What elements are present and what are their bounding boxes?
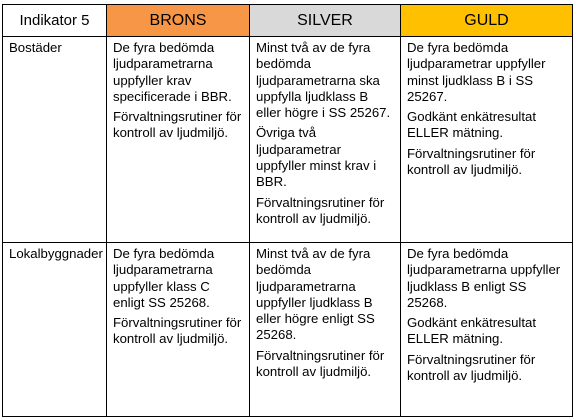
row-label-lokalbyggnader: Lokalbyggnader <box>3 243 107 417</box>
requirement-text: Förvaltningsrutiner för kontroll av ljudmiljö. <box>113 109 242 141</box>
cell-lokal-gold <box>401 243 573 417</box>
requirement-text: Förvaltningsrutiner för kontroll av ljudmiljö. <box>113 315 242 347</box>
cell-bostader-gold <box>401 37 573 243</box>
row-label-bostader: Bostäder <box>3 37 107 243</box>
indicator-table <box>2 4 573 417</box>
requirement-text: De fyra bedömda ljudparametrarna uppfyller ljudklass B enligt SS 25268. <box>407 246 561 310</box>
requirement-text: Minst två av de fyra bedömda ljudparametrarna ska uppfylla ljudklass B eller högre i SS 25267. <box>256 40 391 121</box>
header-bronze: BRONS <box>107 5 250 37</box>
requirement-text: Godkänt enkätresultat ELLER mätning. <box>407 315 537 347</box>
cell-bostader-silver <box>250 37 401 243</box>
requirement-text: De fyra bedömda ljudparametrarna uppfyller krav specificerade i BBR. <box>113 40 232 104</box>
requirement-text: De fyra bedömda ljudparametrarna uppfyller klass C enligt SS 25268. <box>113 246 215 310</box>
header-indicator: Indikator 5 <box>3 5 107 37</box>
header-gold: GULD <box>401 5 573 37</box>
table-header-row <box>3 5 573 37</box>
table-row <box>3 243 573 417</box>
requirement-text: Minst två av de fyra bedömda ljudparametrarna uppfyller ljudklass B eller högre enligt SS 25268. <box>256 246 375 343</box>
header-silver: SILVER <box>250 5 401 37</box>
table-row <box>3 37 573 243</box>
requirement-text: Förvaltningsrutiner för kontroll av ljudmiljö. <box>407 351 536 384</box>
requirement-text: Förvaltningsrutiner för kontroll av ljudmiljö. <box>256 347 385 380</box>
cell-lokal-bronze <box>107 243 250 417</box>
requirement-text: De fyra bedömda ljudparametrar uppfyller minst ljudklass B i SS 25267. <box>407 40 546 104</box>
cell-bostader-bronze <box>107 37 250 243</box>
requirement-text: Övriga två ljudparametrar uppfyller minst krav i BBR. <box>256 125 377 190</box>
requirement-text: Förvaltningsrutiner för kontroll av ljudmiljö. <box>256 194 385 226</box>
cell-lokal-silver <box>250 243 401 417</box>
requirement-text: Förvaltningsrutiner för kontroll av ljudmiljö. <box>407 145 536 178</box>
requirement-text: Godkänt enkätresultat ELLER mätning. <box>407 109 537 141</box>
